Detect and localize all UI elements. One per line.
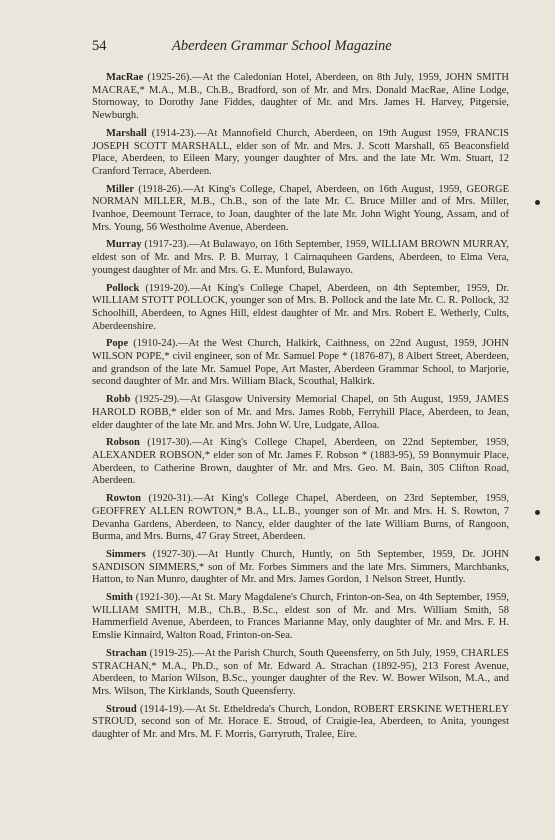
running-title: Aberdeen Grammar School Magazine: [172, 38, 392, 54]
entry-surname: Pope: [106, 338, 129, 350]
margin-ink-dot: [535, 556, 540, 561]
entry-macrae: [92, 72, 509, 123]
entry-surname: Smith: [106, 592, 133, 604]
entry-surname: Stroud: [106, 703, 137, 715]
entry-strachan: [92, 648, 509, 699]
entry-stroud: [92, 704, 509, 742]
entry-surname: Robb: [106, 394, 131, 406]
entry-pope: [92, 338, 509, 389]
margin-ink-dot: [535, 510, 540, 515]
entry-rowton: [92, 493, 509, 544]
entry-text: (1910-24).—At the West Church, Halkirk, Caithness, on 22nd August, 1959, JOHN WILSON POPE,* civil engineer, son of Mr. Samuel Pope * (1876-87), 8 Albert Street, Aberdeen, and grandson of the late Mr. Samuel Pope, Art Master, Aberdeen Grammar School, to Marjorie, second daughter of Mr. and Mrs. William Black, Scouthal, Halkirk.: [92, 338, 509, 388]
entry-surname: Rowton: [106, 493, 142, 505]
entry-text: (1919-20).—At King's College Chapel, Aberdeen, on 4th September, 1959, Dr. WILLIAM STOTT POLLOCK, younger son of Mrs. B. Pollock and the late Mr. C. R. Pollock, 32 Schoolhill, Aberdeen, to Agnes Hill, eldest daughter of Mr. and Mrs. Robert E. Wetherly, Cults, Aberdeenshire.: [92, 282, 509, 332]
entry-surname: MacRae: [106, 72, 144, 83]
entry-text: (1917-30).—At King's College Chapel, Aberdeen, on 22nd September, 1959, ALEXANDER ROBSON,* elder son of Mr. James F. Robson * (1883-95), 59 Bonnymuir Place, Aberdeen, to Catherine Brown, daughter of Mr. and Mrs. Geo. M. Bain, 305 Clifton Road, Aberdeen.: [92, 437, 509, 487]
entry-text: (1917-23).—At Bulawayo, on 16th September, 1959, WILLIAM BROWN MURRAY, eldest son of Mr. and Mrs. P. B. Murray, 1 Cairnaquheen Gardens, Aberdeen, to Elma Vera, youngest daughter of Mr. and Mrs. G. E. Munford, Bulawayo.: [92, 239, 509, 276]
page-header: [92, 38, 509, 72]
entry-robson: [92, 437, 509, 488]
entry-text: (1925-29).—At Glasgow University Memorial Chapel, on 5th August, 1959, JAMES HAROLD ROBB,* elder son of Mr. and Mrs. James Robb, Ferryhill Place, Aberdeen, to Jean, elder daughter of the late Mr. and Mrs. John W. Ure, Ludgate, Alloa.: [92, 394, 509, 431]
page-number: 54: [92, 38, 107, 54]
entry-text: (1918-26).—At King's College, Chapel, Aberdeen, on 16th August, 1959, GEORGE NORMAN MILLER, M.B., Ch.B., son of the late Mr. C. Bruce Miller and of Mrs. Miller, Ivanhoe, Deemount Terrace, to Joan, daughter of the late Mr. John Wight Young, Assam, and of Mrs. Young, 56 Westholme Avenue, Aberdeen.: [92, 183, 509, 233]
entry-surname: Strachan: [106, 647, 147, 659]
entry-text: (1914-19).—At St. Etheldreda's Church, London, ROBERT ERSKINE WETHERLEY STROUD, second son of Mr. Horace E. Stroud, of Craigie-lea, Aberdeen, to Anita, youngest daughter of Mr. and Mrs. M. F. Morris, Garryruth, Tralee, Eire.: [92, 703, 509, 741]
entry-surname: Robson: [106, 437, 140, 449]
entry-surname: Simmers: [106, 548, 146, 560]
entry-pollock: [92, 283, 509, 334]
entry-marshall: [92, 128, 509, 179]
entry-text: (1914-23).—At Mannofield Church, Aberdeen, on 19th August 1959, FRANCIS JOSEPH SCOTT MARSHALL, elder son of Mr. and Mrs. J. Scott Marshall, 65 Beaconsfield Place, Aberdeen, to Eileen Mary, younger daughter of Mrs. and the late Mr. Wm. Stuart, 12 Cranford Terrace, Aberdeen.: [92, 127, 509, 177]
entry-smith: [92, 592, 509, 643]
margin-ink-dot: [535, 200, 540, 205]
entry-miller: [92, 184, 509, 235]
entry-surname: Pollock: [106, 282, 140, 294]
entry-text: (1921-30).—At St. Mary Magdalene's Church, Frinton-on-Sea, on 4th September, 1959, WILLIAM SMITH, M.B., Ch.B., B.Sc., eldest son of Mr. and Mrs. William Smith, 58 Hammerfield Avenue, Aberdeen, to Frances Marianne May, only daughter of Mr. and Mrs. F. H. Emslie Kinnaird, Walton Road, Frinton-on-Sea.: [92, 592, 509, 642]
entry-surname: Marshall: [106, 127, 147, 139]
entry-simmers: [92, 549, 509, 587]
entry-text: (1920-31).—At King's College Chapel, Aberdeen, on 23rd September, 1959, GEOFFREY ALLEN ROWTON,* B.A., LL.B., younger son of Mr. and Mrs. H. S. Rowton, 7 Devanha Gardens, Aberdeen, to Nancy, elder daughter of the late William Burns, of Rangoon, Burma, and Mrs. Burns, 47 Gray Street, Aberdeen.: [92, 493, 509, 543]
entry-surname: Miller: [106, 183, 134, 195]
entry-text: (1919-25).—At the Parish Church, South Queensferry, on 5th July, 1959, CHARLES STRACHAN,* M.A., Ph.D., son of Mr. Edward A. Strachan (1892-95), 213 Forest Avenue, Aberdeen, to Marion Wilson, B.Sc., younger daughter of the Rev. W. Bower Wilson, M.A., and Mrs. Wilson, The Kirklands, South Queensferry.: [92, 647, 509, 697]
entry-text: (1927-30).—At Huntly Church, Huntly, on 5th September, 1959, Dr. JOHN SANDISON SIMMERS,* son of Mr. Forbes Simmers and the late Mrs. Simmers, Marchbanks, Hatton, to Nan Munro, daughter of Mr. and Mrs. James Gordon, 1 Nelson Street, Huntly.: [92, 548, 509, 586]
entry-surname: Murray: [106, 239, 142, 251]
entry-robb: [92, 394, 509, 432]
entry-text: (1925-26).—At the Caledonian Hotel, Aberdeen, on 8th July, 1959, JOHN SMITH MACRAE,* M.A., M.B., Ch.B., Bradford, son of Mr. and Mrs. Donald MacRae, Aline Lodge, Stornoway, to Dorothy Jane Fiddes, daughter of Mr. and Mrs. James H. Harvey, Pitgersie, Newburgh.: [92, 72, 509, 122]
entry-murray: [92, 239, 509, 277]
wedding-announcements: [92, 72, 509, 742]
